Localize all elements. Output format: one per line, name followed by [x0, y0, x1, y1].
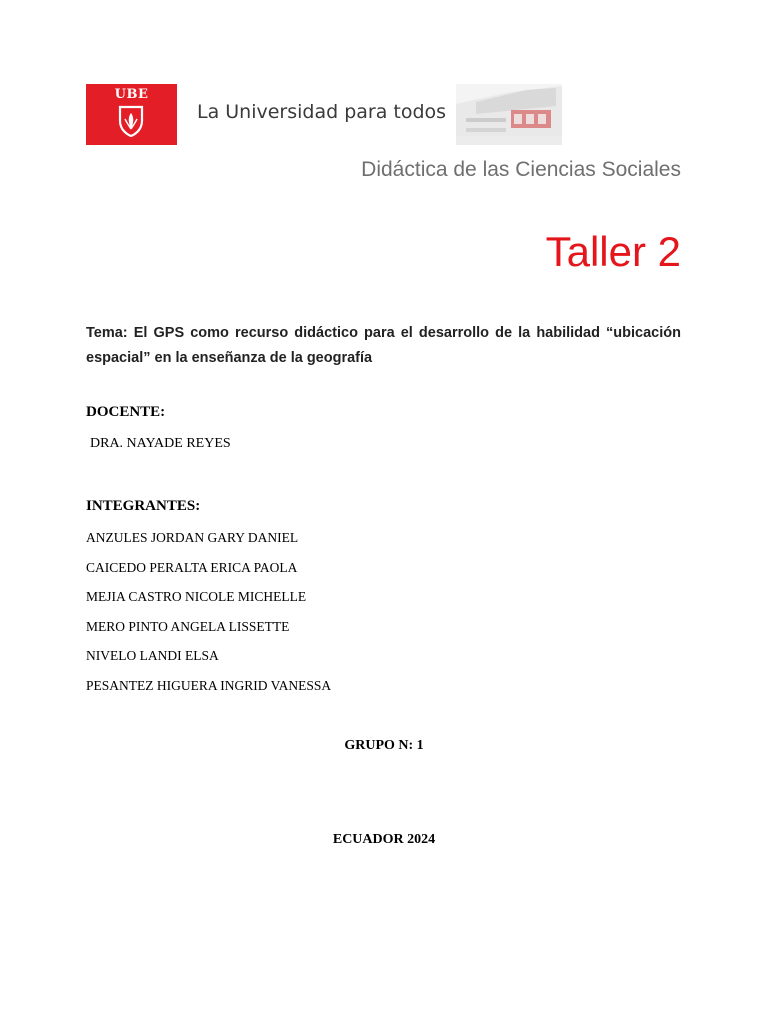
building-image [456, 84, 562, 145]
list-item: PESANTEZ HIGUERA INGRID VANESSA [86, 677, 332, 693]
subject-name: Didáctica de las Ciencias Sociales [361, 158, 681, 181]
document-title: Taller 2 [545, 228, 681, 275]
university-header [86, 84, 562, 145]
university-slogan: La Universidad para todos [197, 101, 447, 123]
members-list [86, 528, 331, 706]
list-item: NIVELO LANDI ELSA [86, 648, 219, 664]
topic-text: El GPS como recurso didáctico para el desarrollo de la habilidad “ubicación espacial” en la enseñanza de la geografía [86, 325, 681, 366]
list-item: ANZULES JORDAN GARY DANIEL [86, 530, 299, 545]
footer-location-year: ECUADOR 2024 [332, 832, 436, 847]
list-item: CAICEDO PERALTA ERICA PAOLA [86, 559, 298, 575]
list-item: MEJIA CASTRO NICOLE MICHELLE [86, 589, 307, 605]
logo-text: UBE [114, 87, 149, 102]
group-number: GRUPO N: 1 [344, 738, 424, 753]
topic-paragraph [86, 321, 681, 371]
list-item: MERO PINTO ANGELA LISSETTE [86, 618, 290, 634]
teacher-label: DOCENTE: [86, 404, 166, 420]
topic-label: Tema: [86, 325, 128, 341]
teacher-name: DRA. NAYADE REYES [90, 436, 231, 451]
shield-icon [118, 105, 144, 137]
university-logo [86, 84, 177, 145]
members-label: INTEGRANTES: [86, 498, 201, 514]
